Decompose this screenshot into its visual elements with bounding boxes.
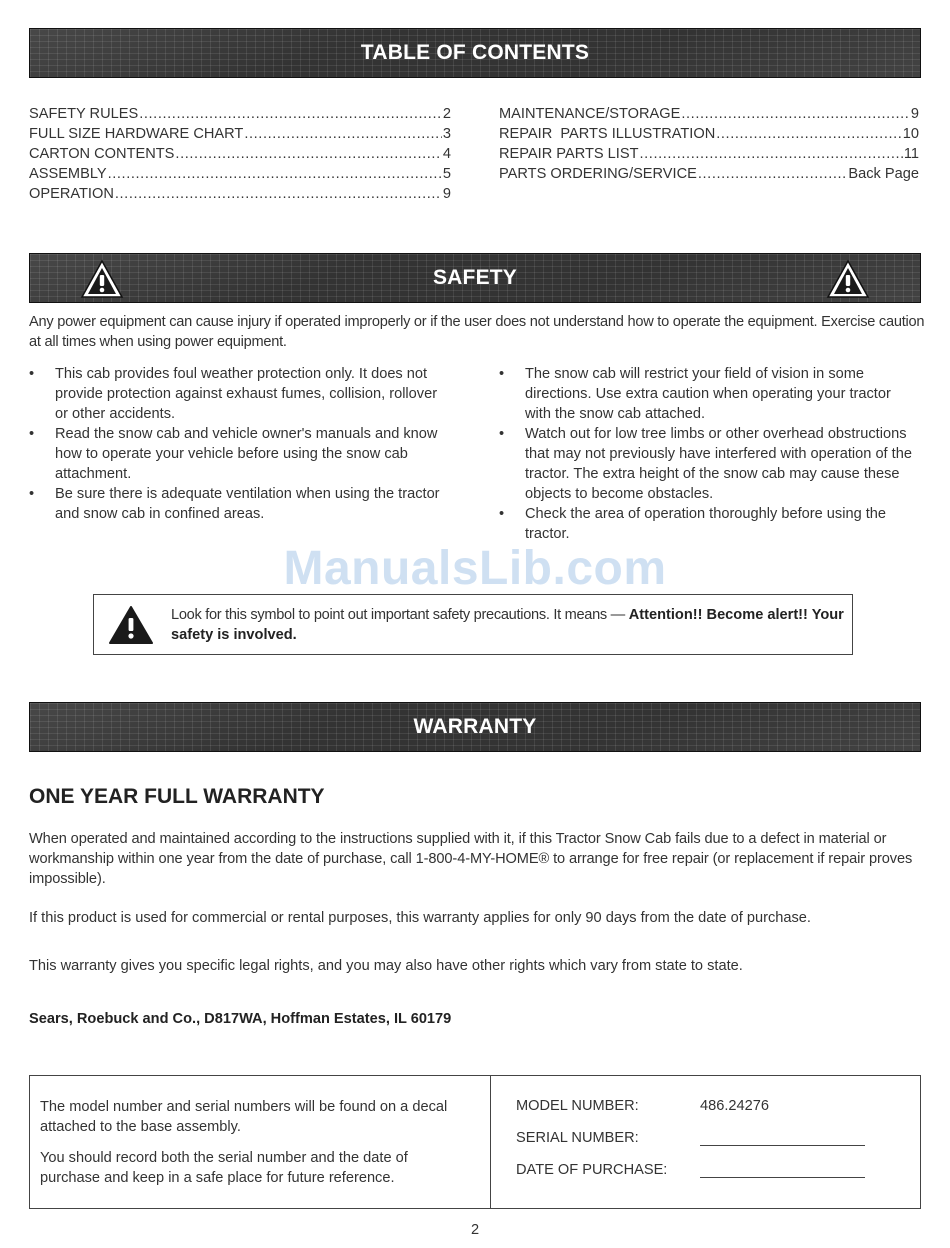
date-of-purchase-blank[interactable]	[700, 1177, 865, 1178]
toc-entry[interactable]	[29, 144, 451, 164]
toc-entry-page: Back Page	[848, 166, 919, 182]
safety-bullets-right	[499, 364, 919, 544]
warranty-paragraph: If this product is used for commercial or rental purposes, this warranty applies for only 90 days from the date of purchase.	[29, 910, 811, 926]
toc-entry-label: MAINTENANCE/STORAGE	[499, 106, 681, 122]
toc-entry[interactable]	[29, 164, 451, 184]
page-number: 2	[470, 1222, 480, 1238]
callout-text	[171, 605, 846, 645]
warranty-banner	[29, 702, 921, 752]
warning-triangle-icon	[826, 259, 870, 299]
toc-entry-page: 3	[442, 126, 451, 142]
list-item: • Watch out for low tree limbs or other overhead obstructions that may not previously have interfered with operation of the tractor. The extra height of the snow cab may cause these objects to become obstacles.	[499, 424, 919, 504]
list-item: • The snow cab will restrict your field of vision in some directions. Use extra caution when operating your tractor with the snow cab attached.	[499, 364, 919, 424]
toc-entry[interactable]	[499, 144, 919, 164]
toc-right-column	[499, 104, 919, 184]
safety-bullets-left	[29, 364, 449, 524]
toc-entry[interactable]	[499, 164, 919, 184]
toc-left-column	[29, 104, 451, 204]
warranty-paragraph: When operated and maintained according to the instructions supplied with it, if this Tractor Snow Cab fails due to a defect in material or workmanship within one year from the date of purchase, call 1-800-4-MY-HOME® to arrange for free repair (or replacement if repair proves impossible).	[29, 831, 913, 887]
list-item: • Be sure there is adequate ventilation when using the tractor and snow cab in confined areas.	[29, 484, 449, 524]
toc-banner	[29, 28, 921, 78]
serial-number-label: SERIAL NUMBER:	[516, 1130, 639, 1146]
warranty-title: WARRANTY	[413, 715, 537, 738]
list-item: • Read the snow cab and vehicle owner's manuals and know how to operate your vehicle before using the snow cab attachment.	[29, 424, 449, 484]
toc-entry[interactable]	[29, 184, 451, 204]
serial-number-blank[interactable]	[700, 1145, 865, 1146]
toc-entry[interactable]	[29, 104, 451, 124]
toc-entry-page: 2	[442, 106, 451, 122]
callout-text-bold: Attention!! Become alert!! Your safety is involved.	[171, 607, 844, 643]
model-info-box	[29, 1075, 921, 1209]
warranty-paragraph: This warranty gives you specific legal rights, and you may also have other rights which vary from state to state.	[29, 958, 743, 974]
toc-entry-label: REPAIR PARTS LIST	[499, 146, 639, 162]
safety-banner	[29, 253, 921, 303]
toc-entry-label: FULL SIZE HARDWARE CHART	[29, 126, 244, 142]
toc-entry-label: OPERATION	[29, 186, 114, 202]
safety-intro: Any power equipment can cause injury if operated improperly or if the user does not understand how to operate the equipment. Exercise caution at all times when using power equipment.	[29, 314, 925, 350]
model-number-label: MODEL NUMBER:	[516, 1098, 639, 1114]
toc-entry[interactable]	[499, 104, 919, 124]
toc-entry-label: CARTON CONTENTS	[29, 146, 175, 162]
box-divider	[490, 1076, 491, 1208]
toc-entry-label: SAFETY RULES	[29, 106, 139, 122]
safety-title: SAFETY	[432, 266, 518, 289]
watermark: ManualsLib.com	[283, 542, 667, 595]
model-location-text: The model number and serial numbers will be found on a decal attached to the base assembly.	[40, 1099, 448, 1135]
list-item: • Check the area of operation thoroughly before using the tractor.	[499, 504, 919, 544]
toc-entry-page: 9	[910, 106, 919, 122]
toc-entry-label: PARTS ORDERING/SERVICE	[499, 166, 697, 182]
toc-entry-label: REPAIR PARTS ILLUSTRATION	[499, 126, 716, 142]
toc-title: TABLE OF CONTENTS	[360, 41, 590, 64]
warning-triangle-icon	[108, 605, 154, 645]
callout-text-plain: Look for this symbol to point out important safety precautions. It means —	[171, 607, 629, 623]
model-number-value: 486.24276	[700, 1098, 769, 1114]
toc-entry-label: ASSEMBLY	[29, 166, 107, 182]
toc-entry-page: 5	[442, 166, 451, 182]
toc-entry[interactable]	[29, 124, 451, 144]
toc-entry-page: 11	[903, 146, 919, 162]
sears-address: Sears, Roebuck and Co., D817WA, Hoffman Estates, IL 60179	[29, 1011, 452, 1027]
toc-entry-page: 10	[902, 126, 919, 142]
toc-entry-page: 9	[442, 186, 451, 202]
date-of-purchase-label: DATE OF PURCHASE:	[516, 1162, 668, 1178]
warranty-heading: ONE YEAR FULL WARRANTY	[29, 785, 325, 808]
toc-entry[interactable]	[499, 124, 919, 144]
record-advice-text: You should record both the serial number and the date of purchase and keep in a safe place for future reference.	[40, 1150, 408, 1186]
toc-entry-page: 4	[442, 146, 451, 162]
list-item: • This cab provides foul weather protection only. It does not provide protection against exhaust fumes, collision, rollover or other accidents.	[29, 364, 449, 424]
safety-symbol-callout	[93, 594, 853, 655]
